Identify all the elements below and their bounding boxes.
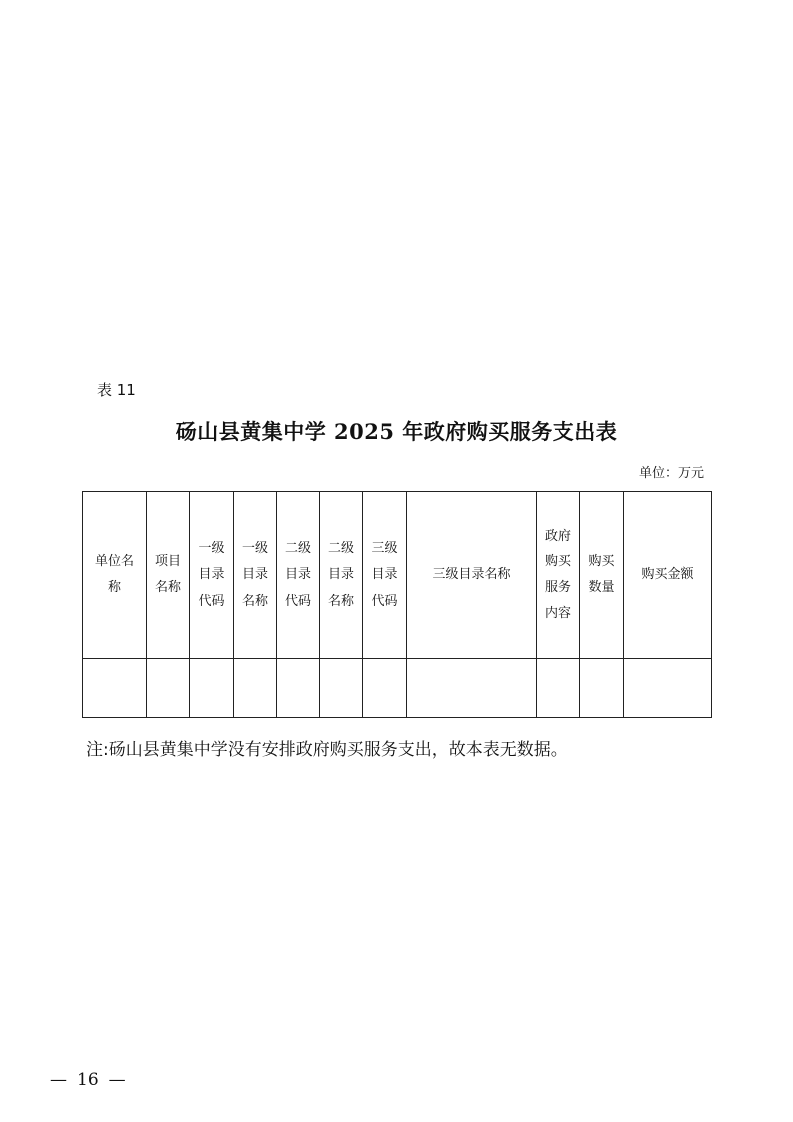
header-cell: 三级 目录 代码 [363, 492, 407, 659]
table-cell [407, 659, 537, 718]
page-dash-left: — [50, 1070, 67, 1090]
table-cell [147, 659, 190, 718]
table-cell [320, 659, 363, 718]
header-cell: 二级 目录 名称 [320, 492, 363, 659]
table-cell [363, 659, 407, 718]
header-cell: 一级 目录 名称 [234, 492, 277, 659]
header-cell: 一级 目录 代码 [190, 492, 234, 659]
table-cell [277, 659, 320, 718]
document-title: 砀山县黄集中学 2025 年政府购买服务支出表 [175, 419, 618, 444]
page-number [50, 1070, 126, 1090]
header-row [83, 492, 712, 659]
header-cell: 政府 购买 服务 内容 [537, 492, 580, 659]
purchase-services-table [82, 491, 712, 718]
header-cell: 单位名 称 [83, 492, 147, 659]
page-dash-right: — [108, 1070, 126, 1090]
page-number-value: 16 [77, 1070, 99, 1090]
unit-label: 单位：万元 [638, 466, 704, 481]
empty-data-row [83, 659, 712, 718]
header-cell: 项目 名称 [147, 492, 190, 659]
table-cell [624, 659, 712, 718]
header-cell: 三级目录名称 [407, 492, 537, 659]
table-cell [234, 659, 277, 718]
header-cell: 购买 数量 [580, 492, 624, 659]
header-cell: 购买金额 [624, 492, 712, 659]
table-note: 注:砀山县黄集中学没有安排政府购买服务支出，故本表无数据。 [86, 740, 568, 760]
table-label: 表 11 [97, 381, 136, 399]
table-cell [580, 659, 624, 718]
table-cell [83, 659, 147, 718]
table-cell [190, 659, 234, 718]
table-cell [537, 659, 580, 718]
header-cell: 二级 目录 代码 [277, 492, 320, 659]
